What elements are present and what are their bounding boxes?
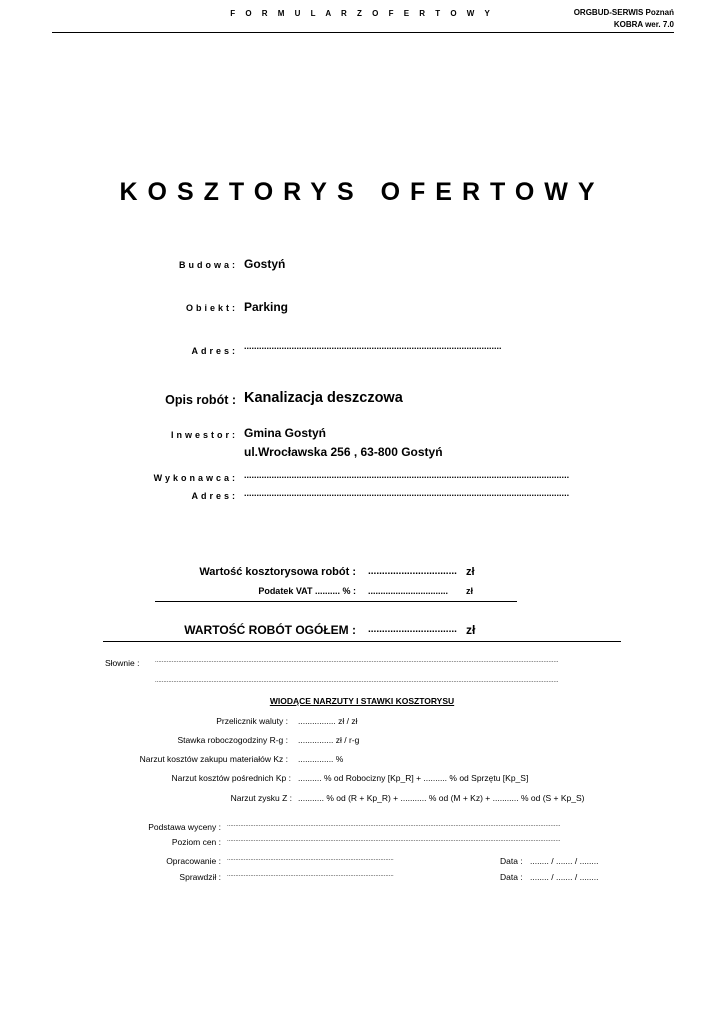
software-version: KOBRA wer. 7.0 [613, 20, 674, 29]
wartosc-currency: zł [466, 566, 475, 578]
poziom-label: Poziom cen : [171, 837, 221, 847]
header-divider [52, 32, 674, 33]
vat-label: Podatek VAT .......... % : [258, 586, 356, 596]
opis-value: Kanalizacja deszczowa [244, 390, 403, 406]
inwestor-label: Inwestor: [170, 430, 238, 440]
wykonawca-label: Wykonawca: [153, 473, 238, 483]
stawka-value: ............... zł / r-g [298, 735, 360, 745]
slownie-label: Słownie : [105, 658, 140, 668]
values-divider [155, 601, 517, 602]
adres-value: ....................................................................................................... [244, 341, 502, 351]
sprawdzil-date-value: ........ / ....... / ........ [530, 872, 599, 882]
document-title: KOSZTORYS OFERTOWY [119, 178, 605, 206]
kz-label: Narzut kosztów zakupu materiałów Kz : [139, 754, 288, 764]
total-divider [103, 641, 621, 642]
inwestor-name: Gmina Gostyń [244, 426, 327, 440]
z-value: ........... % od (R + Kp_R) + ........... % od (M + Kz) + ........... % od (S + Kp_S) [298, 793, 585, 803]
poziom-value: ........................................................................................................................................................................................................ [227, 837, 561, 843]
adres-label: Adres: [191, 346, 238, 356]
sprawdzil-label: Sprawdził : [179, 872, 221, 882]
obiekt-label: Obiekt: [185, 303, 238, 313]
sprawdzil-value: .................................................................................................... [227, 872, 394, 878]
opracowanie-label: Opracowanie : [166, 856, 221, 866]
ogolem-value: ................................ [368, 624, 457, 635]
narzuty-heading-text: WIODĄCE NARZUTY I STAWKI KOSZTORYSU [269, 696, 455, 706]
kp-value: .......... % od Robocizny [Kp_R] + .......... % od Sprzętu [Kp_S] [298, 773, 529, 783]
z-label: Narzut zysku Z : [230, 793, 292, 803]
opracowanie-date-label: Data : [500, 856, 523, 866]
podstawa-label: Podstawa wyceny : [148, 822, 221, 832]
budowa-value: Gostyń [244, 257, 286, 271]
wykonawca-value: .................................................................................................................................. [244, 470, 570, 480]
form-title: F O R M U L A R Z O F E R T O W Y [230, 9, 494, 18]
przelicznik-label: Przelicznik waluty : [216, 716, 288, 726]
opis-label: Opis robót : [165, 393, 236, 407]
adres2-label: Adres: [191, 491, 238, 501]
wartosc-label: Wartość kosztorysowa robót : [199, 566, 356, 578]
vat-value: ................................ [368, 586, 449, 596]
company-name: ORGBUD-SERWIS Poznań [573, 8, 674, 17]
sprawdzil-date-label: Data : [500, 872, 523, 882]
narzuty-heading [0, 696, 724, 706]
inwestor-address: ul.Wrocławska 256 , 63-800 Gostyń [244, 445, 443, 459]
kz-value: ............... % [298, 754, 344, 764]
slownie-line-2: .................................................................................................................................................................................................................................................. [155, 678, 559, 684]
podstawa-value: ........................................................................................................................................................................................................ [227, 822, 561, 828]
wartosc-value: ................................ [368, 566, 457, 577]
przelicznik-value: ................ zł / zł [298, 716, 358, 726]
kp-label: Narzut kosztów pośrednich Kp : [171, 773, 291, 783]
ogolem-label: WARTOŚĆ ROBÓT OGÓŁEM : [184, 623, 356, 637]
adres2-value: .................................................................................................................................. [244, 488, 570, 498]
obiekt-value: Parking [244, 300, 289, 314]
ogolem-currency: zł [466, 623, 476, 637]
budowa-label: Budowa: [179, 260, 238, 270]
opracowanie-date-value: ........ / ....... / ........ [530, 856, 599, 866]
stawka-label: Stawka roboczogodziny R-g : [177, 735, 288, 745]
vat-currency: zł [466, 586, 474, 596]
slownie-line-1: .................................................................................................................................................................................................................................................. [155, 658, 559, 664]
opracowanie-value: .................................................................................................... [227, 856, 394, 862]
